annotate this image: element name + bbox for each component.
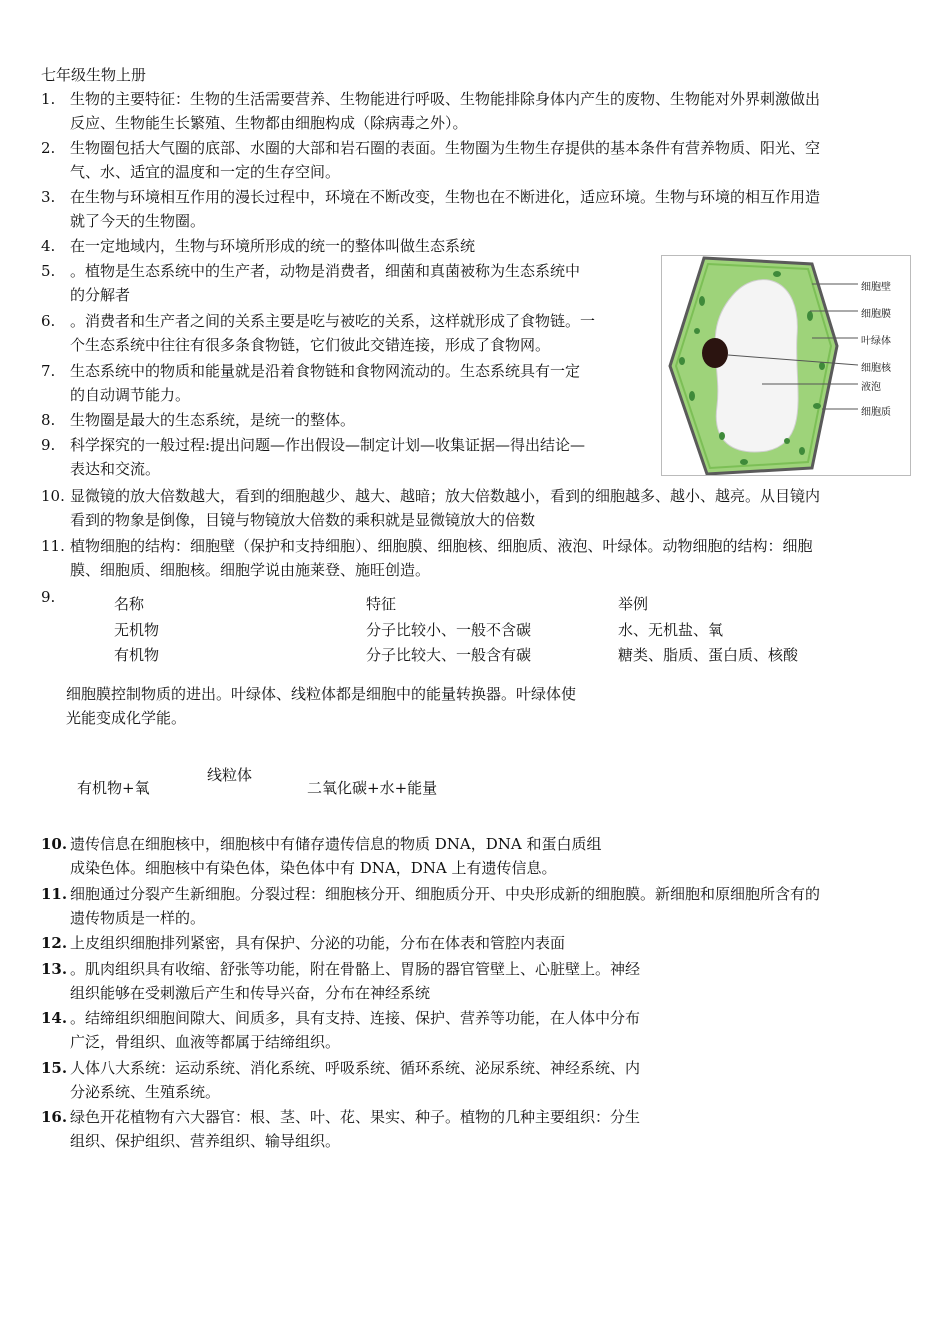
- item-number: 4.: [41, 237, 56, 255]
- table-cell: 无机物: [114, 621, 160, 639]
- item-line: 的分解者: [70, 286, 131, 304]
- equation-left: 有机物+氧: [77, 779, 150, 797]
- item-line: 生物的主要特征：生物的生活需要营养、生物能进行呼吸、生物能排除身体内产生的废物、生物能对外界刺激做出: [70, 90, 821, 108]
- item-number: 3.: [41, 188, 56, 206]
- item-line: 在生物与环境相互作用的漫长过程中，环境在不断改变，生物也在不断进化，适应环境。生物与环境的相互作用造: [70, 188, 821, 206]
- item-line: 。肌肉组织具有收缩、舒张等功能，附在骨骼上、胃肠的器官管壁上、心脏壁上。神经: [70, 960, 641, 978]
- item-line: 遗传信息在细胞核中，细胞核中有储存遗传信息的物质 DNA，DNA 和蛋白质组: [70, 835, 602, 853]
- list-item: [41, 957, 640, 1005]
- figure-label: 细胞质: [861, 407, 891, 418]
- item-number: 9.: [41, 436, 56, 454]
- list-item: [41, 1006, 640, 1054]
- item-number: 13.: [41, 960, 68, 978]
- table-header-cell: 名称: [114, 595, 145, 613]
- item-line: 细胞通过分裂产生新细胞。分裂过程：细胞核分开、细胞质分开、中央形成新的细胞膜。新细胞和原细胞所含有的: [70, 885, 821, 903]
- paragraph-line: 光能变成化学能。: [66, 709, 187, 727]
- paragraph-line: 细胞膜控制物质的进出。叶绿体、线粒体都是细胞中的能量转换器。叶绿体使: [66, 685, 577, 703]
- item-line: 成染色体。细胞核中有染色体，染色体中有 DNA，DNA 上有遗传信息。: [70, 859, 557, 877]
- item-number: 2.: [41, 139, 56, 157]
- list-item: [41, 1056, 640, 1104]
- figure-label: 细胞膜: [861, 309, 891, 320]
- table-number: 9.: [41, 588, 56, 606]
- item-line: 个生态系统中往往有很多条食物链，它们彼此交错连接，形成了食物网。: [70, 336, 551, 354]
- item-line: 组织、保护组织、营养组织、输导组织。: [70, 1132, 341, 1150]
- list-item: [41, 309, 595, 357]
- item-line: 遗传物质是一样的。: [70, 909, 206, 927]
- list-item: [41, 534, 813, 582]
- figure-label: 叶绿体: [861, 336, 891, 347]
- item-line: 就了今天的生物圈。: [70, 212, 206, 230]
- item-line: 的自动调节能力。: [70, 386, 191, 404]
- list-item: [41, 408, 355, 432]
- item-line: 。植物是生态系统中的生产者，动物是消费者，细菌和真菌被称为生态系统中: [70, 262, 581, 280]
- list-item: [41, 931, 565, 955]
- plant-cell-figure: [661, 255, 911, 476]
- item-line: 膜、细胞质、细胞核。细胞学说由施莱登、施旺创造。: [70, 561, 431, 579]
- item-number: 8.: [41, 411, 56, 429]
- item-number: 11.: [41, 537, 65, 555]
- item-number: 1.: [41, 90, 56, 108]
- figure-label: 液泡: [861, 382, 881, 393]
- item-line: 生态系统中的物质和能量就是沿着食物链和食物网流动的。生态系统具有一定: [70, 362, 581, 380]
- table-cell: 分子比较小、一般不含碳: [366, 621, 532, 639]
- item-line: 表达和交流。: [70, 460, 161, 478]
- list-item: [41, 136, 820, 184]
- item-number: 15.: [41, 1059, 68, 1077]
- list-item: [41, 359, 580, 407]
- list-item: [41, 433, 585, 481]
- item-line: 反应、生物能生长繁殖、生物都由细胞构成（除病毒之外）。: [70, 114, 468, 132]
- list-item: [41, 259, 580, 307]
- item-line: 。结缔组织细胞间隙大、间质多，具有支持、连接、保护、营养等功能，在人体中分布: [70, 1009, 641, 1027]
- item-line: 组织能够在受刺激后产生和传导兴奋，分布在神经系统: [70, 984, 431, 1002]
- list-item: [41, 87, 820, 135]
- item-line: 显微镜的放大倍数越大，看到的细胞越少、越大、越暗；放大倍数越小，看到的细胞越多、越小、越亮。从目镜内: [70, 487, 821, 505]
- item-line: 上皮组织细胞排列紧密，具有保护、分泌的功能，分布在体表和管腔内表面: [70, 934, 566, 952]
- item-number: 10.: [41, 487, 65, 505]
- item-line: 在一定地域内，生物与环境所形成的统一的整体叫做生态系统: [70, 237, 476, 255]
- table-cell: 糖类、脂质、蛋白质、核酸: [618, 646, 799, 664]
- equation-right: 二氧化碳+水+能量: [307, 779, 438, 797]
- item-line: 绿色开花植物有六大器官：根、茎、叶、花、果实、种子。植物的几种主要组织：分生: [70, 1108, 641, 1126]
- table-header-cell: 特征: [366, 595, 397, 613]
- table-cell: 水、无机盐、氧: [618, 621, 724, 639]
- item-line: 广泛，骨组织、血液等都属于结缔组织。: [70, 1033, 341, 1051]
- figure-label: 细胞核: [861, 363, 891, 374]
- item-line: 气、水、适宜的温度和一定的生存空间。: [70, 163, 341, 181]
- item-line: 科学探究的一般过程:提出问题—作出假设—制定计划—收集证据—得出结论—: [70, 436, 586, 454]
- item-number: 12.: [41, 934, 68, 952]
- list-item: [41, 185, 820, 233]
- item-number: 11.: [41, 885, 68, 903]
- paragraph: [66, 682, 576, 730]
- list-item: [41, 1105, 640, 1153]
- table-header-cell: 举例: [618, 595, 649, 613]
- document-title: 七年级生物上册: [41, 66, 147, 84]
- equation-condition: 线粒体: [207, 766, 253, 784]
- list-item: [41, 234, 475, 258]
- item-number: 7.: [41, 362, 56, 380]
- item-number: 5.: [41, 262, 56, 280]
- item-line: 分泌系统、生殖系统。: [70, 1083, 221, 1101]
- list-item: [41, 832, 602, 880]
- table-cell: 分子比较大、一般含有碳: [366, 646, 532, 664]
- figure-label: 细胞壁: [861, 282, 891, 293]
- item-number: 6.: [41, 312, 56, 330]
- item-line: 生物圈包括大气圈的底部、水圈的大部和岩石圈的表面。生物圈为生物生存提供的基本条件有营养物质、阳光、空: [70, 139, 821, 157]
- item-line: 看到的物象是倒像，目镜与物镜放大倍数的乘积就是显微镜放大的倍数: [70, 511, 536, 529]
- list-item: [41, 484, 820, 532]
- item-number: 16.: [41, 1108, 68, 1126]
- item-line: 生物圈是最大的生态系统，是统一的整体。: [70, 411, 356, 429]
- item-line: 人体八大系统：运动系统、消化系统、呼吸系统、循环系统、泌尿系统、神经系统、内: [70, 1059, 641, 1077]
- list-item: [41, 882, 820, 930]
- item-line: 。消费者和生产者之间的关系主要是吃与被吃的关系，这样就形成了食物链。一: [70, 312, 596, 330]
- item-number: 14.: [41, 1009, 68, 1027]
- item-number: 10.: [41, 835, 68, 853]
- table-cell: 有机物: [114, 646, 160, 664]
- item-line: 植物细胞的结构：细胞壁（保护和支持细胞）、细胞膜、细胞核、细胞质、液泡、叶绿体。动物细胞的结构：细胞: [70, 537, 813, 555]
